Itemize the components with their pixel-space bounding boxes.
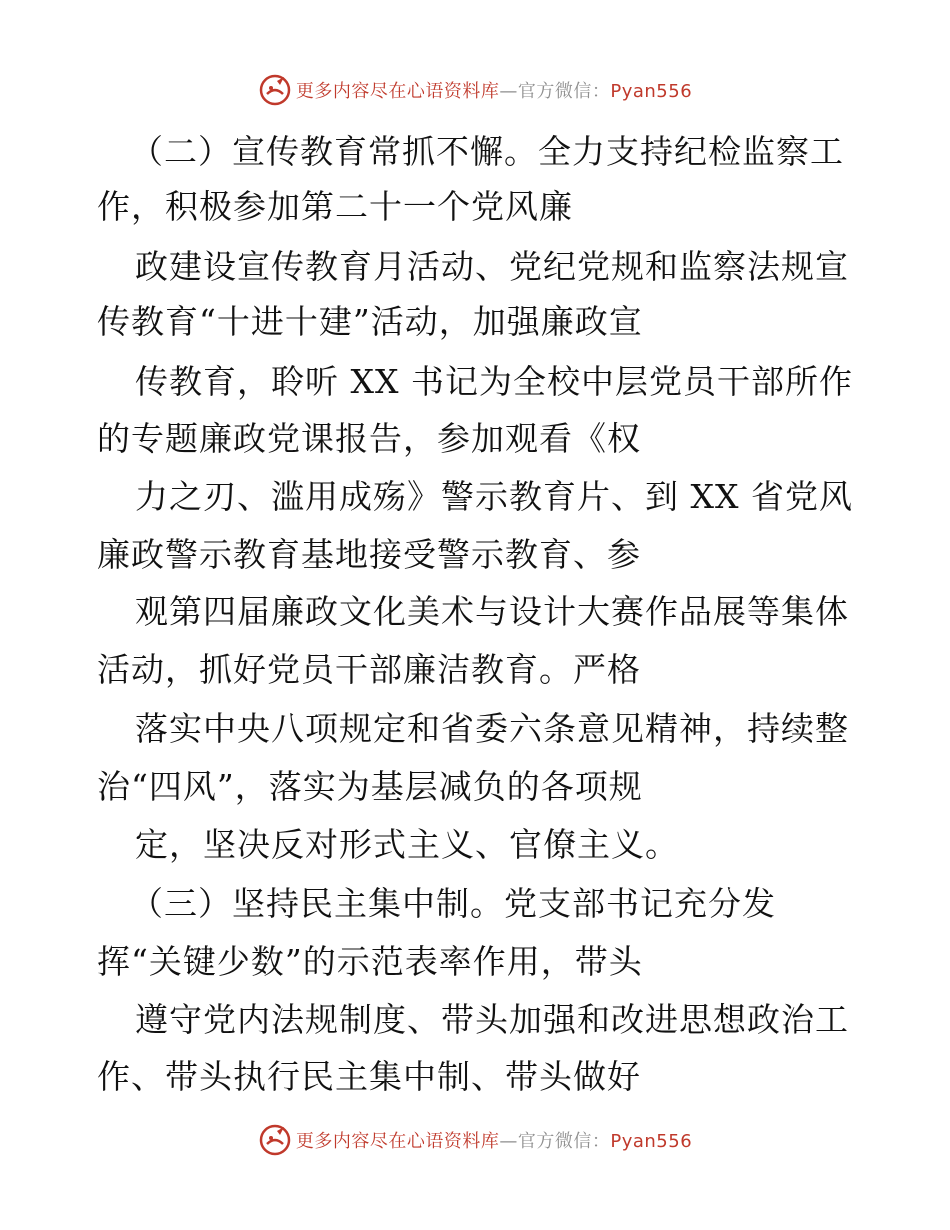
watermark-wechat-id: Pyan556 <box>610 81 693 102</box>
footer-watermark-banner <box>0 1120 950 1160</box>
watermark-separator: — <box>499 1131 518 1152</box>
body-line-14: （三）坚持民主集中制。党支部书记充分发 <box>130 884 776 923</box>
body-line-6: 的专题廉政党课报告，参加观看《权 <box>97 419 641 458</box>
watermark-wechat-label: 官方微信： <box>517 81 611 102</box>
watermark-wechat-label: 官方微信： <box>517 1131 611 1152</box>
watermark-site-text: 更多内容尽在心语资料库 <box>295 81 500 102</box>
watermark-site-text: 更多内容尽在心语资料库 <box>295 1131 500 1152</box>
body-line-13: 定，坚决反对形式主义、官僚主义。 <box>135 825 679 864</box>
watermark-text <box>296 1127 692 1153</box>
body-line-12: 治“四风”，落实为基层减负的各项规 <box>97 767 643 806</box>
book-quill-logo-icon <box>258 73 292 107</box>
body-line-3: 政建设宣传教育月活动、党纪党规和监察法规宣 <box>135 247 849 286</box>
body-line-4: 传教育“十进十建”活动，加强廉政宣 <box>97 302 643 341</box>
body-line-7: 力之刃、滥用成殇》警示教育片、到 XX 省党风 <box>135 477 853 516</box>
body-line-11: 落实中央八项规定和省委六条意见精神，持续整 <box>135 709 849 748</box>
body-line-8: 廉政警示教育基地接受警示教育、参 <box>97 535 641 574</box>
body-line-16: 遵守党内法规制度、带头加强和改进思想政治工 <box>135 1000 849 1039</box>
body-line-5: 传教育，聆听 XX 书记为全校中层党员干部所作 <box>135 362 853 401</box>
body-line-15: 挥“关键少数”的示范表率作用，带头 <box>97 942 643 981</box>
body-line-2: 作，积极参加第二十一个党风廉 <box>97 187 573 226</box>
body-line-17: 作、带头执行民主集中制、带头做好 <box>97 1057 641 1096</box>
watermark-wechat-id: Pyan556 <box>610 1131 693 1152</box>
body-line-9: 观第四届廉政文化美术与设计大赛作品展等集体 <box>135 592 849 631</box>
book-quill-logo-icon <box>258 1123 292 1157</box>
watermark-text <box>296 77 692 103</box>
header-watermark-banner <box>0 70 950 110</box>
body-line-10: 活动，抓好党员干部廉洁教育。严格 <box>97 650 641 689</box>
body-line-1: （二）宣传教育常抓不懈。全力支持纪检监察工 <box>130 132 844 171</box>
watermark-separator: — <box>499 81 518 102</box>
